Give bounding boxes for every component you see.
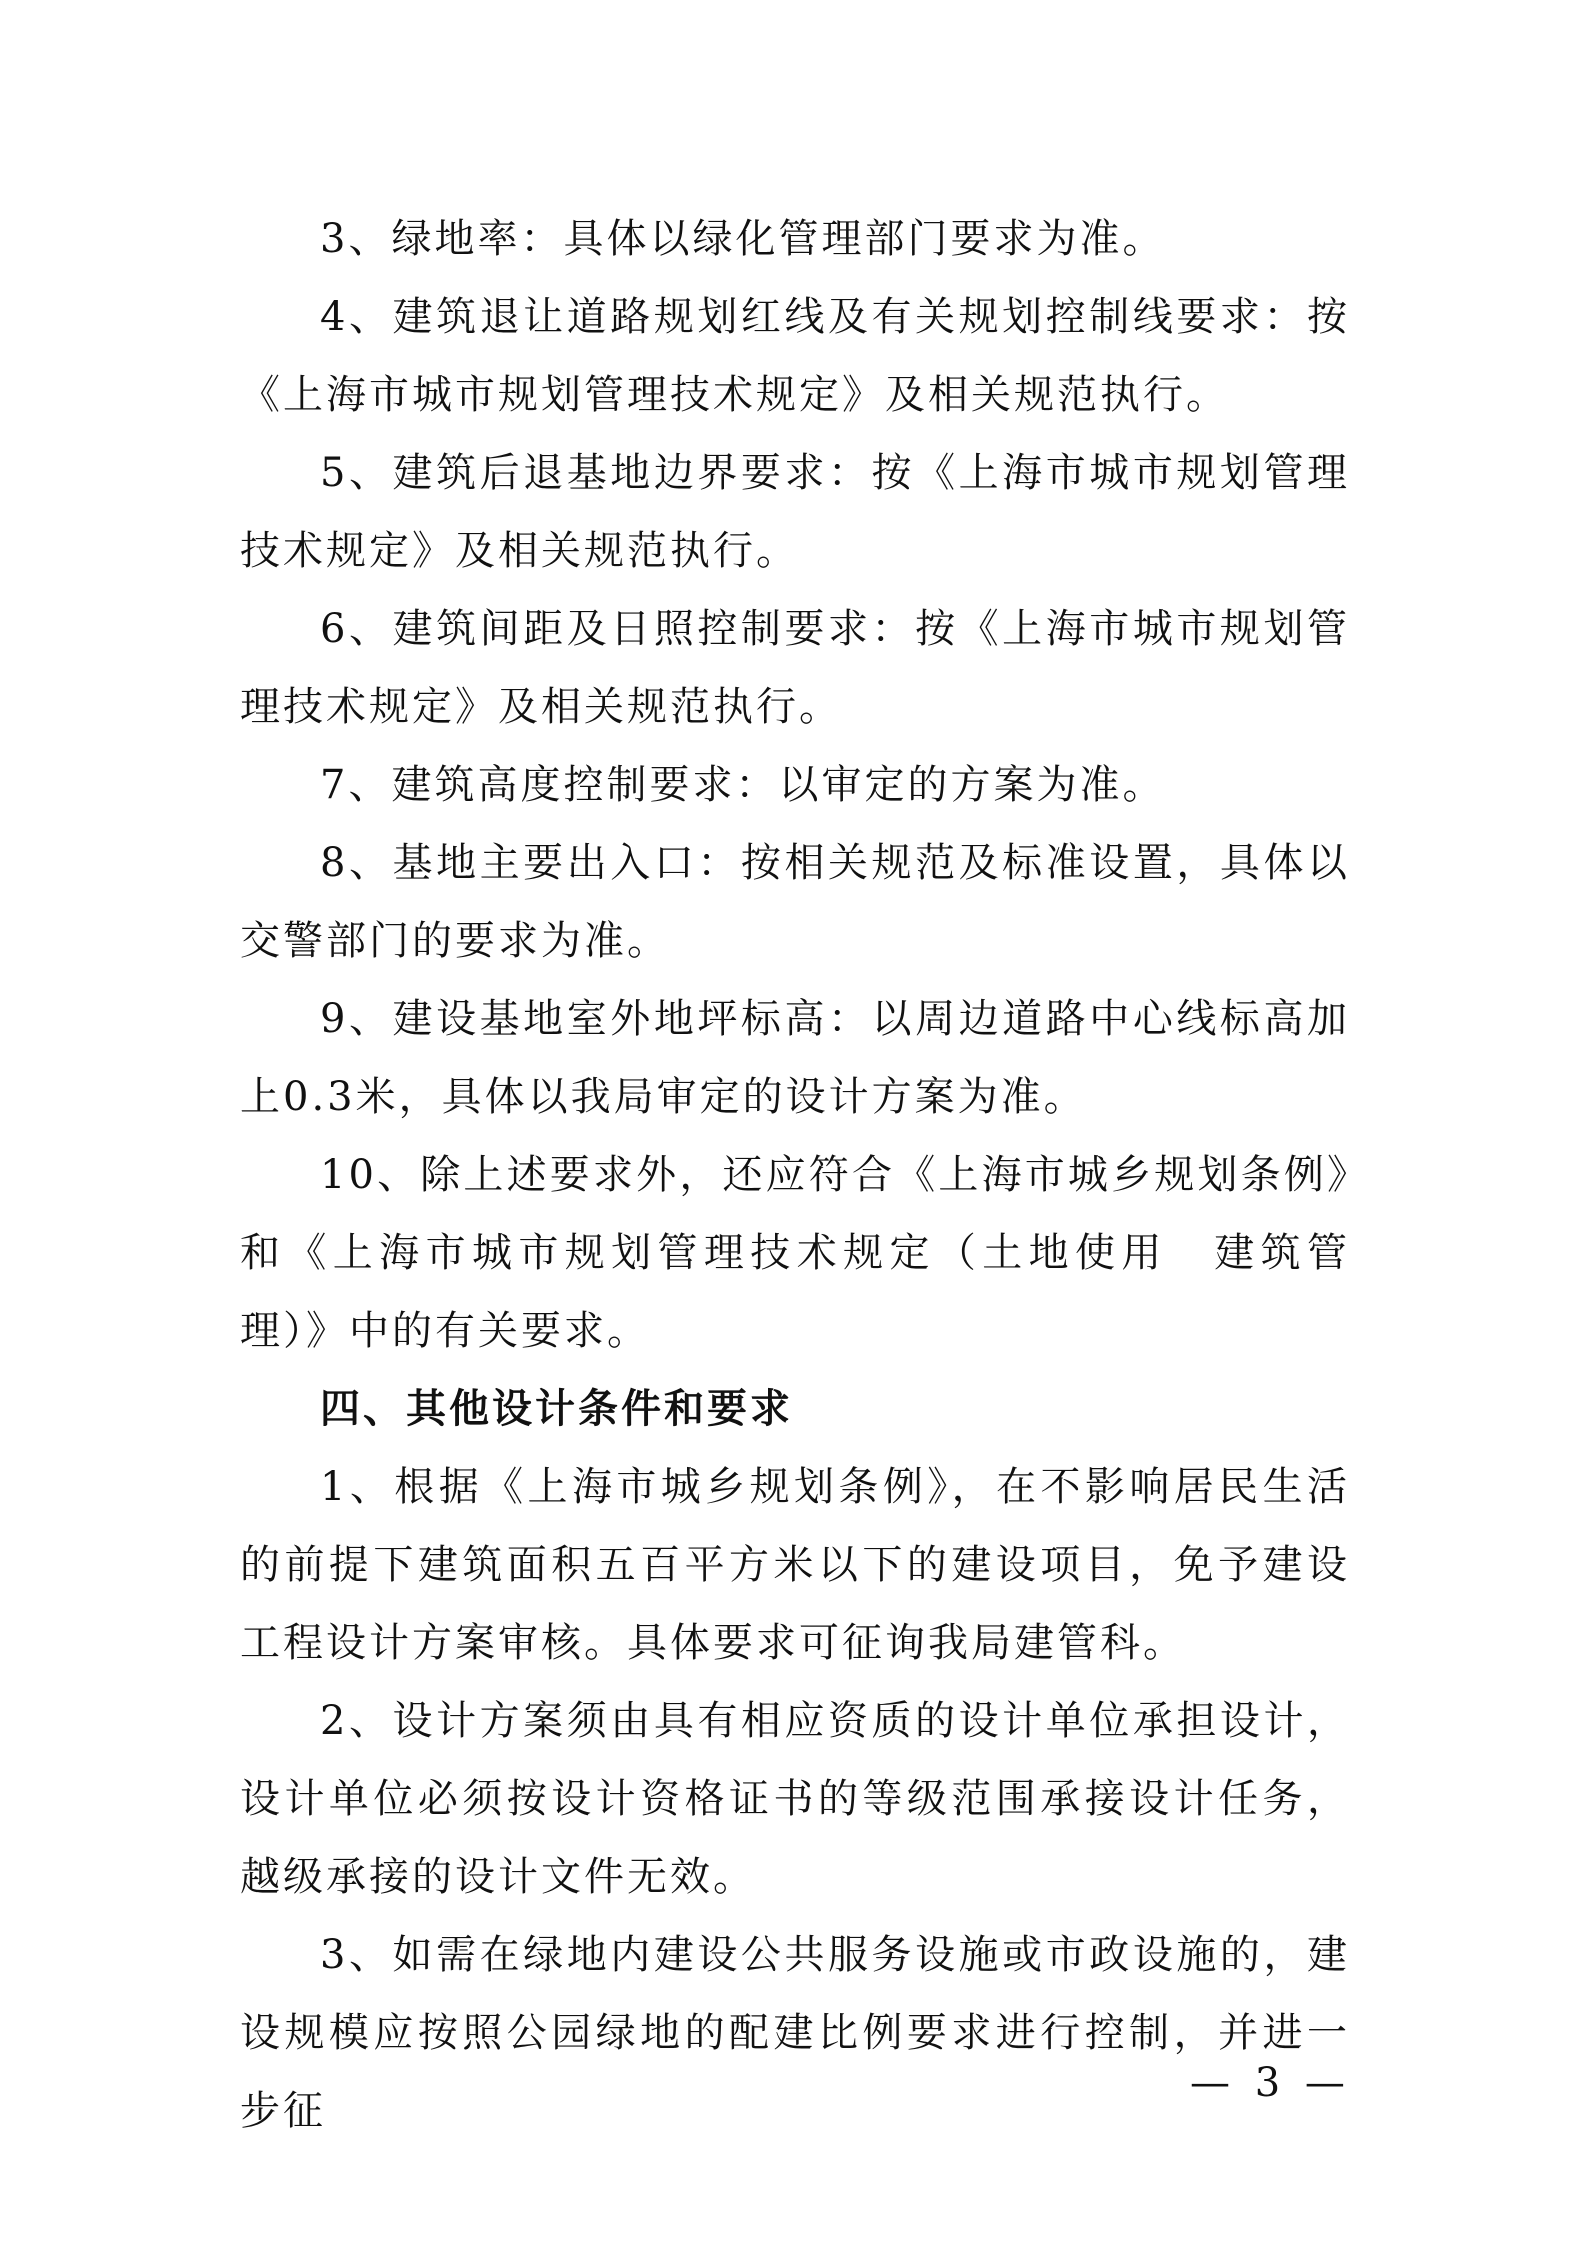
paragraph-boundary-setback: 5、建筑后退基地边界要求：按《上海市城市规划管理技术规定》及相关规范执行。 bbox=[240, 450, 1350, 574]
paragraph-exemption: 1、根据《上海市城乡规划条例》，在不影响居民生活的前提下建筑面积五百平方米以下的建设项目，免予建设工程设计方案审核。具体要求可征询我局建管科。 bbox=[240, 1464, 1350, 1666]
page-number: — 3 — bbox=[1190, 2060, 1351, 2106]
paragraph-road-setback: 4、建筑退让道路规划红线及有关规划控制线要求：按《上海市城市规划管理技术规定》及相关规范执行。 bbox=[240, 294, 1350, 418]
paragraph-green-rate: 3、绿地率：具体以绿化管理部门要求为准。 bbox=[320, 216, 1166, 262]
paragraph-green-facilities: 3、如需在绿地内建设公共服务设施或市政设施的，建设规模应按照公园绿地的配建比例要求进行控制，并进一步征 bbox=[240, 1932, 1350, 2134]
document-body bbox=[240, 200, 1350, 2150]
paragraph-main-entrance: 8、基地主要出入口：按相关规范及标准设置，具体以交警部门的要求为准。 bbox=[240, 840, 1350, 964]
paragraph-building-height: 7、建筑高度控制要求：以审定的方案为准。 bbox=[320, 762, 1166, 808]
paragraph-design-qualification: 2、设计方案须由具有相应资质的设计单位承担设计，设计单位必须按设计资格证书的等级范围承接设计任务，越级承接的设计文件无效。 bbox=[240, 1698, 1350, 1900]
paragraph-other-requirements: 10、除上述要求外，还应符合《上海市城乡规划条例》和《上海市城市规划管理技术规定（土地使用 建筑管理）》中的有关要求。 bbox=[240, 1152, 1350, 1354]
section-heading: 四、其他设计条件和要求 bbox=[320, 1386, 793, 1432]
paragraph-building-spacing: 6、建筑间距及日照控制要求：按《上海市城市规划管理技术规定》及相关规范执行。 bbox=[240, 606, 1350, 730]
paragraph-ground-elevation: 9、建设基地室外地坪标高：以周边道路中心线标高加上0.3米，具体以我局审定的设计方案为准。 bbox=[240, 996, 1350, 1120]
